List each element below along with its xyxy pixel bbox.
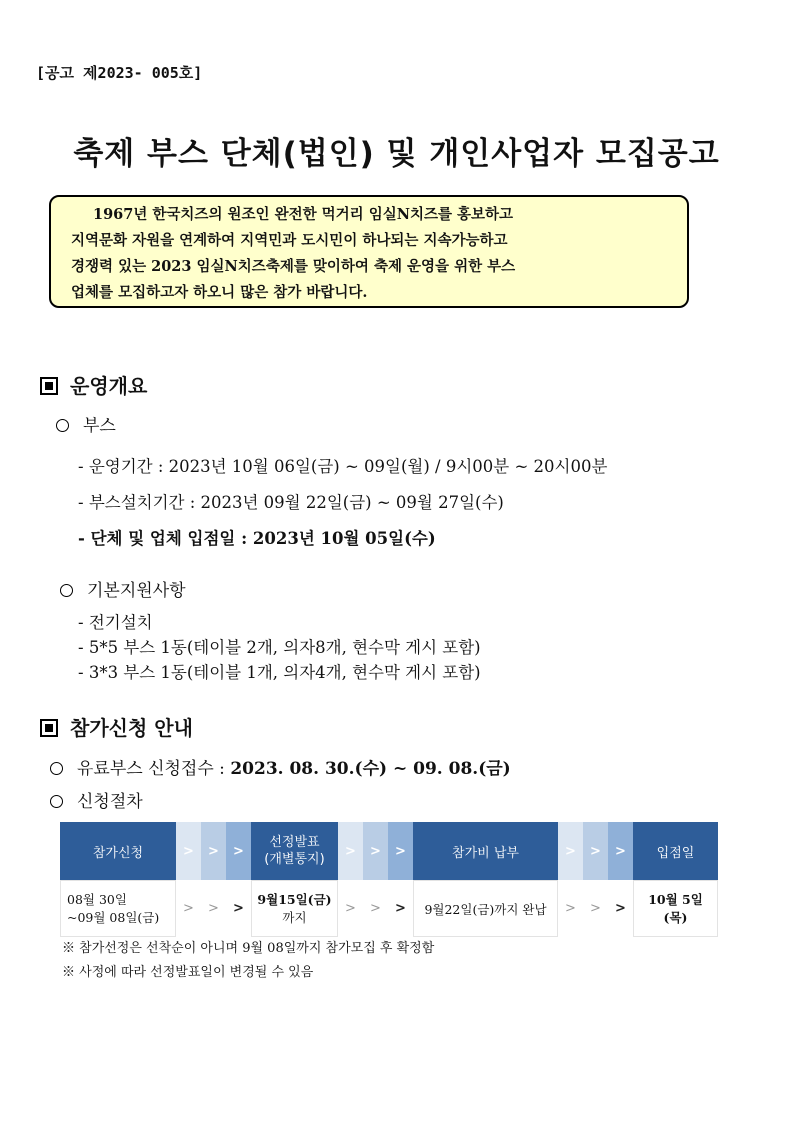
step-head-label: 참가비 납부: [452, 845, 519, 861]
intro-box: [49, 195, 689, 308]
step-movein-head: [633, 822, 718, 880]
note-date-change: ※ 사정에 따라 선정발표일이 변경될 수 있음: [62, 965, 314, 980]
arrow-icon: >: [201, 822, 226, 880]
application-period: 2023. 08. 30.(수) ~ 09. 08.(금): [230, 759, 511, 779]
support-item: - 3*3 부스 1동(테이블 1개, 의자4개, 현수막 게시 포함): [78, 663, 481, 682]
arrow-icon: >: [388, 822, 413, 880]
step-movein-body: [633, 880, 718, 937]
step-body-text: 9월15일(금): [257, 891, 332, 907]
arrow-icon: >: [345, 901, 356, 916]
circle-bullet-icon: [60, 584, 73, 597]
square-bullet-icon: [40, 719, 58, 737]
step-announce-head: [251, 822, 338, 880]
arrow-icon: >: [615, 901, 626, 916]
step-body-text: 9월22일(금)까지 완납: [424, 901, 547, 917]
intro-line: 지역문화 자원을 연계하여 지역민과 도시민이 하나되는 지속가능하고: [71, 232, 508, 249]
step-apply-head: [60, 822, 176, 880]
arrow-icon: >: [233, 901, 244, 916]
step-fee-body: [413, 880, 558, 937]
step-head-label: 입점일: [656, 845, 695, 861]
arrow-icon: >: [208, 901, 219, 916]
intro-line: 업체를 모집하고자 하오니 많은 참가 바랍니다.: [71, 284, 368, 301]
subsection-booth: [56, 411, 116, 436]
circle-bullet-icon: [50, 795, 63, 808]
step-fee-head: [413, 822, 558, 880]
arrow-icon: >: [395, 901, 406, 916]
procedure-flow: [60, 822, 718, 937]
circle-bullet-icon: [56, 419, 69, 432]
step-body-text: ~09월 08일(금): [67, 909, 160, 925]
intro-line: 경쟁력 있는 2023 임실N치즈축제를 맞이하여 축제 운영을 위한 부스: [71, 258, 516, 275]
procedure-title-line: [50, 787, 143, 812]
subsection-title: 부스: [83, 416, 116, 436]
section-title: 운영개요: [70, 374, 148, 398]
subsection-support: [60, 576, 186, 601]
procedure-title: 신청절차: [77, 792, 143, 812]
arrow-icon: >: [608, 822, 633, 880]
arrow-icon: >: [183, 901, 194, 916]
page-title: 축제 부스 단체(법인) 및 개인사업자 모집공고: [73, 136, 720, 172]
application-period-line: [50, 754, 511, 779]
section-title: 참가신청 안내: [70, 716, 193, 740]
step-head-sublabel: (개별통지): [264, 852, 325, 867]
arrow-icon: >: [176, 822, 201, 880]
step-body-text: 까지: [282, 909, 307, 925]
step-apply-body: [60, 880, 176, 937]
arrow-icon: >: [370, 901, 381, 916]
circle-bullet-icon: [50, 762, 63, 775]
step-head-label: 선정발표: [269, 835, 320, 850]
arrow-icon: >: [338, 822, 363, 880]
step-body-text: (목): [663, 909, 688, 925]
section-operation-overview: [40, 370, 147, 399]
subsection-title: 기본지원사항: [87, 581, 186, 601]
step-announce-body: [251, 880, 338, 937]
booth-install-period: - 부스설치기간 : 2023년 09월 22일(금) ~ 09월 27일(수): [78, 493, 504, 512]
support-item: - 5*5 부스 1동(테이블 2개, 의자8개, 현수막 게시 포함): [78, 638, 481, 657]
step-head-label: 참가신청: [92, 845, 144, 861]
square-bullet-icon: [40, 377, 58, 395]
support-item: - 전기설치: [78, 613, 153, 632]
notice-number: [공고 제2023- 005호]: [36, 64, 203, 82]
intro-line: 1967년 한국치즈의 원조인 완전한 먹거리 임실N치즈를 홍보하고: [93, 206, 514, 223]
arrow-icon: >: [226, 822, 251, 880]
booth-operation-period: - 운영기간 : 2023년 10월 06일(금) ~ 09일(월) / 9시00분 ~ 20시00분: [78, 457, 608, 476]
arrow-icon: >: [565, 901, 576, 916]
step-body-text: 10월 5일: [648, 891, 703, 907]
step-body-text: 08월 30일: [67, 891, 127, 907]
note-selection: ※ 참가선정은 선착순이 아니며 9월 08일까지 참가모집 후 확정함: [62, 941, 435, 956]
section-application-guide: [40, 712, 193, 741]
arrow-icon: >: [583, 822, 608, 880]
booth-move-in-date: - 단체 및 업체 입점일 : 2023년 10월 05일(수): [78, 529, 436, 548]
arrow-icon: >: [558, 822, 583, 880]
application-label: 유료부스 신청접수 :: [77, 759, 231, 779]
arrow-icon: >: [363, 822, 388, 880]
arrow-icon: >: [590, 901, 601, 916]
